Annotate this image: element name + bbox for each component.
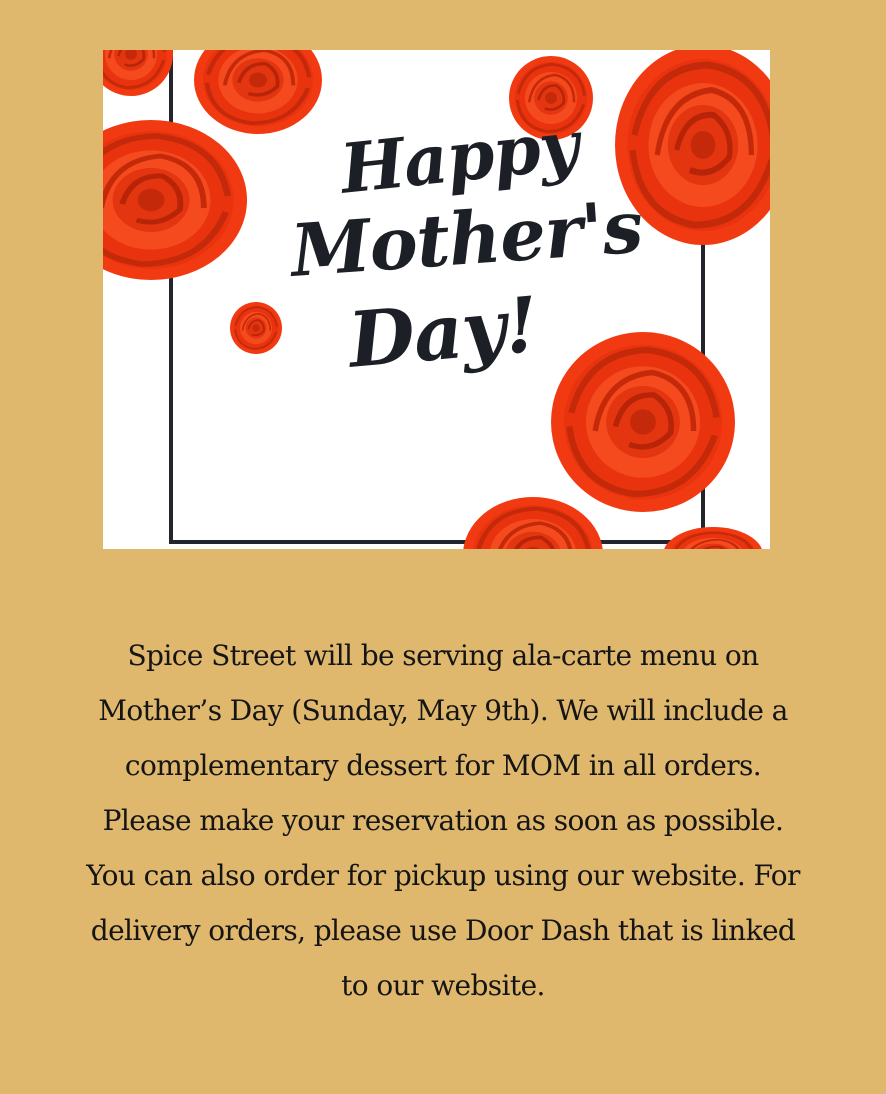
greeting-line-mothers: Mother's [288, 183, 645, 293]
announcement-text: Spice Street will be serving ala-carte menu on Mother’s Day (Sunday, May 9th). We will include a complementary dessert for MOM in all orders. Please make your reservation as soon as possible. You can also order for pickup using our website. For delivery orders, please use Door Dash that is linked to our website. [86, 639, 800, 1002]
greeting-card-image [103, 50, 770, 549]
greeting-lettering [103, 50, 770, 549]
greeting-line-happy: Happy [336, 105, 582, 210]
greeting-line-day: Day! [345, 279, 541, 385]
